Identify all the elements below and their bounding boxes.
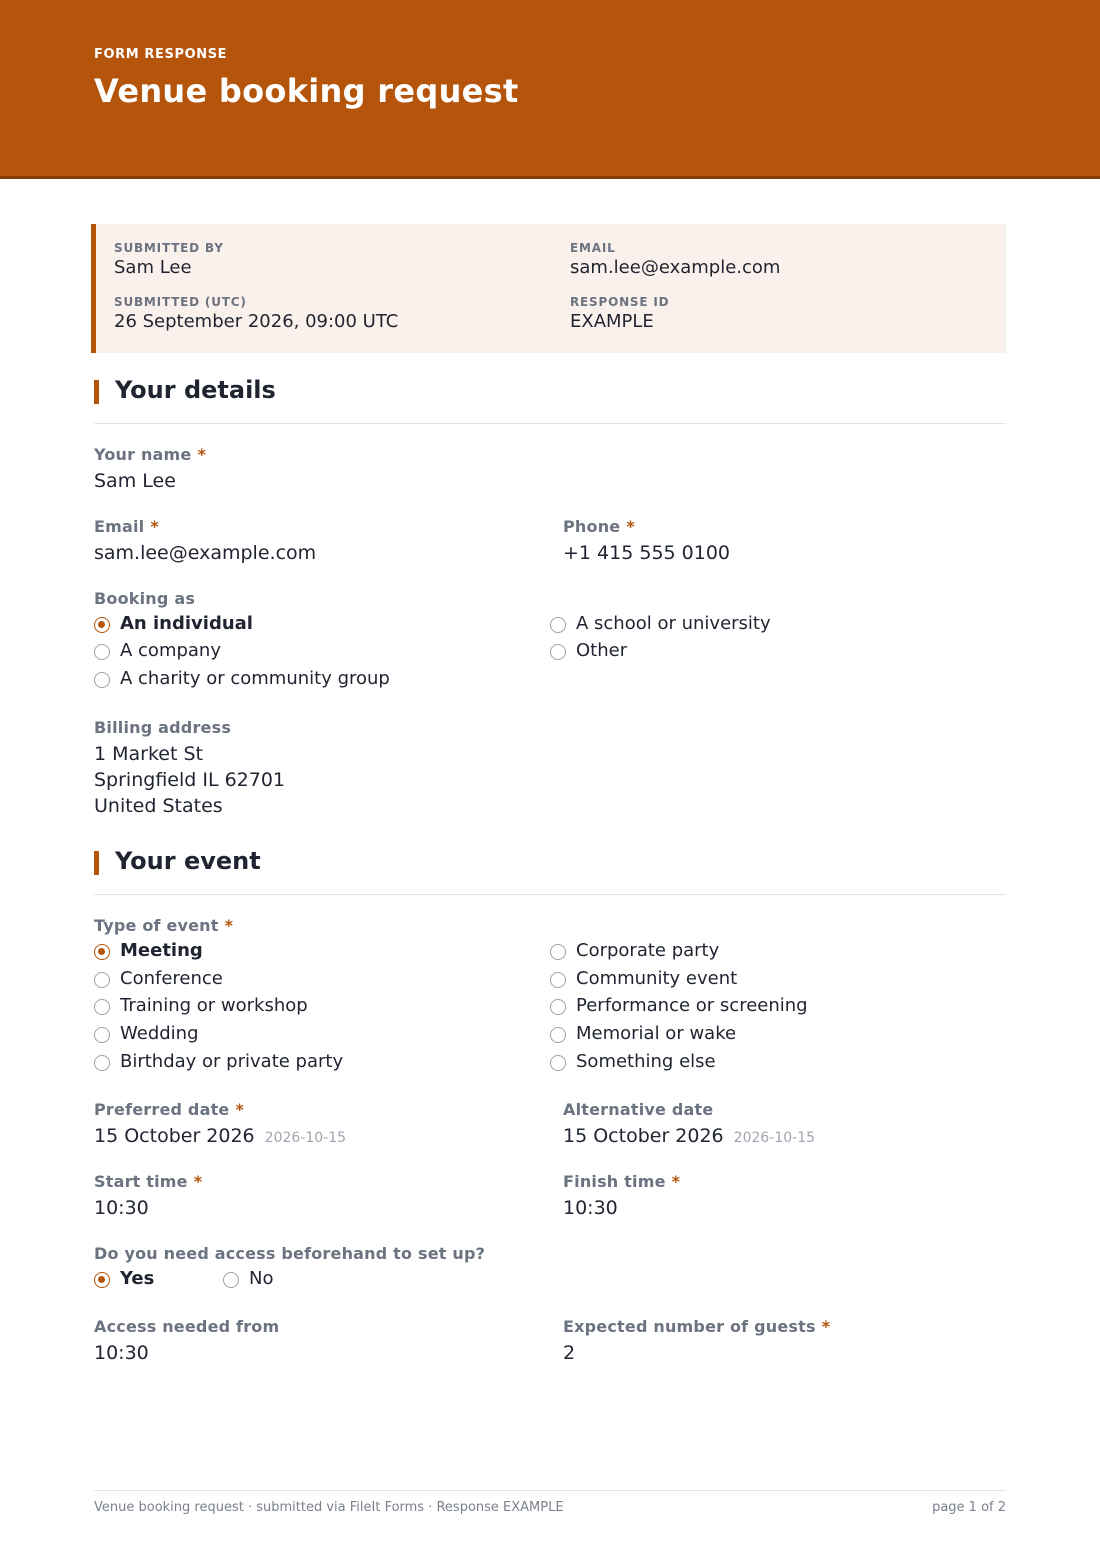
radio-selected-icon [94, 944, 110, 960]
radio-empty-icon [550, 999, 566, 1015]
field-label: Do you need access beforehand to set up? [94, 1244, 486, 1263]
field-label: Booking as [94, 589, 196, 608]
field-label: Alternative date [563, 1100, 714, 1119]
radio-empty-icon [550, 972, 566, 988]
form-title: Venue booking request [94, 72, 519, 110]
field-alternative-date [563, 1100, 815, 1147]
radio-empty-icon [550, 1027, 566, 1043]
field-start-time [94, 1172, 202, 1219]
required-marker: * [150, 517, 159, 536]
meta-email [570, 241, 780, 278]
page-number: page 1 of 2 [932, 1500, 1006, 1515]
field-booking-as [94, 589, 195, 608]
radio-empty-icon [94, 999, 110, 1015]
field-value: 10:30 [94, 1197, 149, 1219]
required-marker: * [821, 1317, 831, 1336]
radio-empty-icon [94, 1055, 110, 1071]
form-header [0, 0, 1100, 179]
submitted-utc [114, 295, 398, 332]
field-label: Type of event * [94, 916, 234, 935]
field-label: Access needed from [94, 1317, 280, 1336]
submitted-by-label: SUBMITTED BY [114, 241, 224, 255]
footer-text: Venue booking request · submitted via FileIt Forms · Response EXAMPLE [94, 1500, 564, 1515]
required-marker: * [235, 1100, 245, 1119]
section-title: Your details [115, 376, 276, 404]
radio-empty-icon [94, 672, 110, 688]
field-type-of-event [94, 916, 233, 935]
field-value: 2 [563, 1342, 576, 1364]
required-marker: * [193, 1172, 203, 1191]
field-value: 15 October 2026 2026-10-15 [563, 1125, 816, 1147]
submitted-by [114, 241, 224, 278]
submitted-utc-value: 26 September 2026, 09:00 UTC [114, 311, 399, 332]
radio-empty-icon [550, 617, 566, 633]
field-value: 15 October 2026 2026-10-15 [94, 1125, 347, 1147]
field-label: Expected number of guests * [563, 1317, 831, 1336]
field-label: Preferred date * [94, 1100, 245, 1119]
required-marker: * [224, 916, 234, 935]
response-id-label: RESPONSE ID [570, 295, 670, 309]
field-label: Your name * [94, 445, 207, 464]
section-accent-bar [94, 851, 99, 875]
radio-selected-icon [94, 1272, 110, 1288]
section-your-event [94, 849, 1006, 895]
field-expected-guests [563, 1317, 830, 1364]
radio-empty-icon [550, 1055, 566, 1071]
submission-meta-panel [91, 224, 1006, 353]
radio-empty-icon [550, 944, 566, 960]
meta-email-label: EMAIL [570, 241, 616, 255]
submitted-utc-label: SUBMITTED (UTC) [114, 295, 247, 309]
field-your-name [94, 445, 206, 492]
field-value: Sam Lee [94, 470, 176, 492]
required-marker: * [671, 1172, 681, 1191]
radio-empty-icon [94, 644, 110, 660]
required-marker: * [626, 517, 635, 536]
field-label: Email * [94, 517, 159, 536]
submitted-by-value: Sam Lee [114, 257, 192, 278]
response-id [570, 295, 669, 332]
response-id-value: EXAMPLE [570, 311, 654, 332]
field-preferred-date [94, 1100, 346, 1147]
field-value: 10:30 [563, 1197, 618, 1219]
field-finish-time [563, 1172, 680, 1219]
field-label: Start time * [94, 1172, 203, 1191]
radio-empty-icon [94, 972, 110, 988]
field-value: sam.lee@example.com [94, 542, 317, 564]
field-label: Billing address [94, 718, 232, 737]
iso-date: 2026-10-15 [264, 1130, 347, 1146]
address-line: 1 Market St [94, 743, 203, 765]
address-line: Springfield IL 62701 [94, 769, 286, 791]
section-your-details [94, 378, 1006, 424]
radio-selected-icon [94, 617, 110, 633]
field-value: 10:30 [94, 1342, 149, 1364]
field-billing-address [94, 718, 285, 819]
page-footer [94, 1490, 1006, 1515]
field-access-from [94, 1317, 279, 1364]
field-label: Phone * [563, 517, 635, 536]
section-title: Your event [115, 847, 261, 875]
field-email [94, 517, 316, 564]
radio-empty-icon [550, 644, 566, 660]
section-accent-bar [94, 380, 99, 404]
field-phone [563, 517, 730, 564]
field-label: Finish time * [563, 1172, 681, 1191]
field-value: +1 415 555 0100 [563, 542, 731, 564]
radio-empty-icon [94, 1027, 110, 1043]
form-kicker: FORM RESPONSE [94, 47, 228, 62]
address-line: United States [94, 795, 223, 817]
radio-empty-icon [223, 1272, 239, 1288]
required-marker: * [197, 445, 207, 464]
meta-email-value: sam.lee@example.com [570, 257, 781, 278]
iso-date: 2026-10-15 [733, 1130, 816, 1146]
field-setup-access [94, 1244, 485, 1263]
